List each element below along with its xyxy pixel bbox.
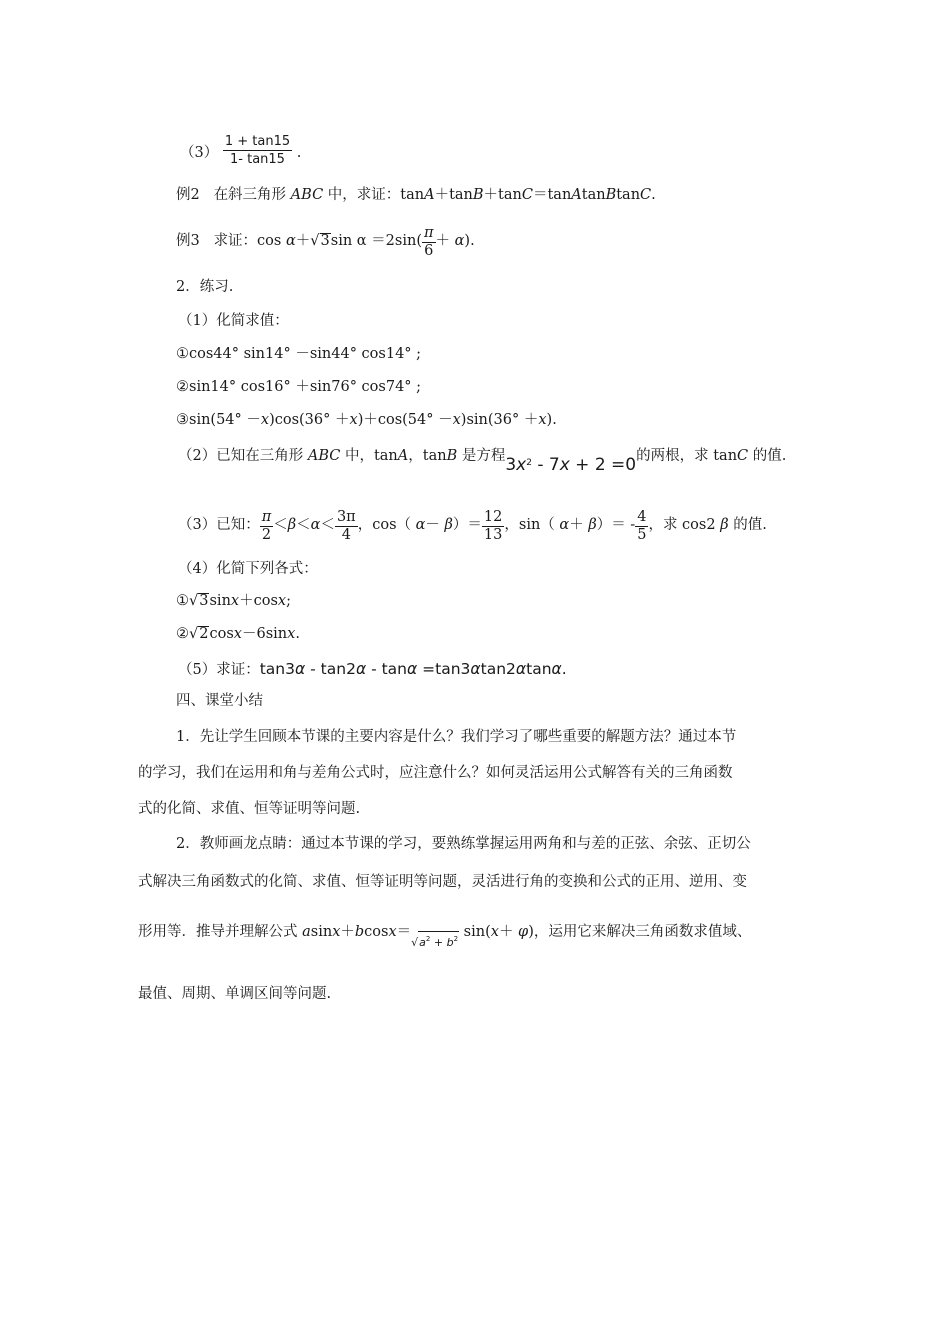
var: x bbox=[516, 455, 527, 475]
var: x bbox=[277, 593, 287, 609]
text: tan bbox=[526, 660, 552, 678]
example3 bbox=[176, 226, 475, 259]
radicand: 3 bbox=[199, 593, 209, 609]
text: 在斜三角形 bbox=[213, 187, 291, 203]
numerator: 12 bbox=[483, 509, 503, 525]
text: )＋cos(54° － bbox=[357, 412, 453, 428]
var: α bbox=[559, 517, 570, 533]
text: ＜ bbox=[320, 517, 335, 533]
text: 是方程 bbox=[457, 448, 506, 464]
radicand: 3 bbox=[320, 233, 330, 249]
text: ）＝ bbox=[452, 517, 482, 533]
var: α bbox=[355, 660, 367, 678]
numerator: 3π bbox=[336, 509, 356, 525]
var: α bbox=[470, 660, 481, 678]
var: x bbox=[332, 924, 341, 940]
var: β bbox=[588, 517, 597, 533]
fraction bbox=[260, 510, 274, 543]
summary1-line1: 1．先让学生回顾本节课的主要内容是什么？我们学习了哪些重要的解题方法？通过本节 bbox=[176, 729, 737, 745]
numerator: 4 bbox=[637, 509, 647, 525]
text: ＋ bbox=[435, 233, 455, 249]
text: . bbox=[295, 626, 300, 642]
var: ABC bbox=[307, 448, 341, 464]
text: ; bbox=[286, 593, 291, 609]
text: tan3 bbox=[259, 660, 295, 678]
var: B bbox=[446, 448, 458, 464]
text: sin bbox=[310, 924, 333, 940]
example-label: 例2 bbox=[176, 187, 200, 203]
text: 求证：cos bbox=[213, 233, 286, 249]
var: β bbox=[287, 517, 297, 533]
example1-item3 bbox=[180, 134, 301, 167]
var: x bbox=[559, 455, 570, 475]
practice1-item2: ②sin14° cos16° ＋sin76° cos74° ; bbox=[176, 379, 422, 395]
var: α bbox=[310, 517, 321, 533]
denominator: 13 bbox=[483, 527, 503, 543]
fraction bbox=[482, 510, 504, 543]
summary1-line3: 式的化简、求值、恒等证明等问题. bbox=[138, 801, 361, 817]
text: cos bbox=[209, 626, 234, 642]
text: ＋tan bbox=[483, 187, 522, 203]
text: （3）已知： bbox=[178, 517, 260, 533]
var: φ bbox=[518, 924, 529, 940]
var: A bbox=[397, 448, 409, 464]
numerator: 1 + tan15 bbox=[224, 134, 291, 149]
var: x bbox=[230, 593, 240, 609]
var: A bbox=[571, 187, 582, 203]
text: tan bbox=[581, 187, 606, 203]
practice5 bbox=[178, 658, 567, 681]
sqrt: √3 bbox=[310, 233, 330, 249]
var: b bbox=[354, 924, 365, 940]
fraction bbox=[335, 510, 358, 543]
denominator: 6 bbox=[424, 243, 434, 259]
equation bbox=[505, 455, 636, 475]
text: sin bbox=[209, 593, 231, 609]
var: α bbox=[415, 517, 426, 533]
end-mark: . bbox=[296, 145, 302, 161]
text: ，求 cos2 bbox=[648, 517, 721, 533]
item-label: （3） bbox=[180, 145, 219, 161]
text: ＜ bbox=[273, 517, 288, 533]
fraction bbox=[223, 134, 292, 167]
var: C bbox=[737, 448, 749, 464]
text: ＋ bbox=[569, 517, 589, 533]
var-abc: ABC bbox=[290, 187, 324, 203]
text: sin α ＝2sin( bbox=[330, 233, 422, 249]
var: x bbox=[287, 626, 296, 642]
text: ＝ bbox=[396, 924, 412, 940]
text: . bbox=[561, 660, 567, 678]
var: x bbox=[490, 924, 499, 940]
text: ＜ bbox=[296, 517, 311, 533]
text: （2）已知在三角形 bbox=[178, 448, 308, 464]
var: x bbox=[349, 412, 358, 428]
var: α bbox=[407, 660, 418, 678]
text: 形用等．推导并理解公式 bbox=[138, 924, 303, 940]
text: 的两根，求 tan bbox=[636, 448, 738, 464]
text: - tan2 bbox=[305, 660, 356, 678]
var: x bbox=[233, 626, 242, 642]
text: 的值. bbox=[748, 448, 787, 464]
text: )sin(36° ＋ bbox=[460, 412, 539, 428]
sqrt: $√a^2 + b^2$ bbox=[411, 931, 459, 954]
identity bbox=[260, 660, 567, 678]
text: － bbox=[425, 517, 445, 533]
var: a bbox=[419, 936, 426, 949]
practice4-item1 bbox=[176, 590, 291, 612]
var: β bbox=[720, 517, 729, 533]
var: A bbox=[424, 187, 435, 203]
example2 bbox=[176, 184, 656, 206]
summary2-line4: 最值、周期、单调区间等问题. bbox=[138, 986, 332, 1002]
practice2 bbox=[178, 442, 787, 475]
var: α bbox=[295, 660, 306, 678]
text: －6sin bbox=[241, 626, 288, 642]
denominator: 2 bbox=[261, 527, 272, 543]
text: tan bbox=[616, 187, 641, 203]
text: ＋ bbox=[340, 924, 355, 940]
practice4-title: （4）化简下列各式： bbox=[178, 561, 318, 577]
var: b bbox=[446, 936, 454, 949]
text: 的值. bbox=[728, 517, 767, 533]
var: α bbox=[515, 660, 527, 678]
text: - 7 bbox=[531, 455, 560, 475]
var: x bbox=[452, 412, 461, 428]
var: C bbox=[640, 187, 652, 203]
practice1-title: （1）化简求值： bbox=[178, 313, 289, 329]
text: )，运用它来解决三角函数求值域、 bbox=[528, 924, 752, 940]
text: + 2 =0 bbox=[569, 455, 637, 475]
text: ＝tan bbox=[532, 187, 572, 203]
text: sin( bbox=[459, 924, 491, 940]
text: ，sin（ bbox=[504, 517, 560, 533]
text: )cos(36° ＋ bbox=[269, 412, 350, 428]
text: + bbox=[430, 936, 447, 949]
var: α bbox=[454, 233, 465, 249]
summary1-line2: 的学习，我们在运用和角与差角公式时，应注意什么？如何灵活运用公式解答有关的三角函数 bbox=[138, 765, 733, 781]
denominator: 1- tan15 bbox=[230, 152, 285, 167]
text: ＋ bbox=[498, 924, 519, 940]
summary2-line1: 2．教师画龙点睛：通过本节课的学习，要熟练掌握运用两角和与差的正弦、余弦、正切公 bbox=[176, 836, 751, 852]
var: a bbox=[302, 924, 311, 940]
practice4-item2 bbox=[176, 623, 300, 645]
sqrt: √2 bbox=[189, 626, 209, 642]
practice1-item1: ①cos44° sin14° －sin44° cos14° ; bbox=[176, 346, 422, 362]
denominator: 5 bbox=[637, 527, 647, 543]
var: x bbox=[260, 412, 270, 428]
radicand: 2 bbox=[199, 626, 209, 642]
var: C bbox=[521, 187, 533, 203]
text: ). bbox=[464, 233, 475, 249]
summary2-line3 bbox=[138, 921, 752, 949]
text: ① bbox=[176, 593, 189, 609]
practice1-item3 bbox=[176, 409, 557, 431]
text: （5）求证： bbox=[178, 662, 260, 678]
fraction bbox=[635, 510, 648, 543]
text: ② bbox=[176, 626, 189, 642]
text: ）＝ - bbox=[596, 517, 636, 533]
var: B bbox=[472, 187, 484, 203]
example-label: 例3 bbox=[176, 233, 200, 249]
var: α bbox=[285, 233, 296, 249]
text: ，cos（ bbox=[357, 517, 416, 533]
text: ). bbox=[546, 412, 557, 428]
radicand bbox=[418, 931, 459, 950]
text: ③sin(54° － bbox=[176, 412, 261, 428]
var: B bbox=[605, 187, 617, 203]
exponent: 2 bbox=[425, 935, 431, 943]
var: x bbox=[538, 412, 547, 428]
exponent: 2 bbox=[453, 935, 459, 943]
var: α bbox=[551, 660, 562, 678]
text: 中，tan bbox=[340, 448, 398, 464]
var: β bbox=[444, 517, 453, 533]
numerator: π bbox=[261, 509, 272, 525]
section-2-title: 2．练习. bbox=[176, 279, 234, 295]
var: x bbox=[388, 924, 397, 940]
fraction bbox=[422, 226, 436, 259]
text: - tan bbox=[366, 660, 408, 678]
text: ＋cos bbox=[239, 593, 278, 609]
text: ＋ bbox=[295, 233, 311, 249]
section-4-title: 四、课堂小结 bbox=[176, 693, 263, 709]
text: ＋tan bbox=[434, 187, 473, 203]
text: ，tan bbox=[408, 448, 447, 464]
exponent: 2 bbox=[526, 458, 532, 468]
practice3 bbox=[178, 510, 767, 543]
text: . bbox=[651, 187, 656, 203]
numerator: π bbox=[423, 225, 434, 241]
sqrt: √3 bbox=[189, 593, 209, 609]
denominator: 4 bbox=[341, 527, 351, 543]
text: cos bbox=[364, 924, 389, 940]
summary2-line2: 式解决三角函数式的化简、求值、恒等证明等问题，灵活进行角的变换和公式的正用、逆用、变 bbox=[138, 874, 747, 890]
text: 3 bbox=[505, 455, 517, 475]
text: 中，求证：tan bbox=[323, 187, 425, 203]
text: =tan3 bbox=[417, 660, 471, 678]
text: tan2 bbox=[480, 660, 516, 678]
